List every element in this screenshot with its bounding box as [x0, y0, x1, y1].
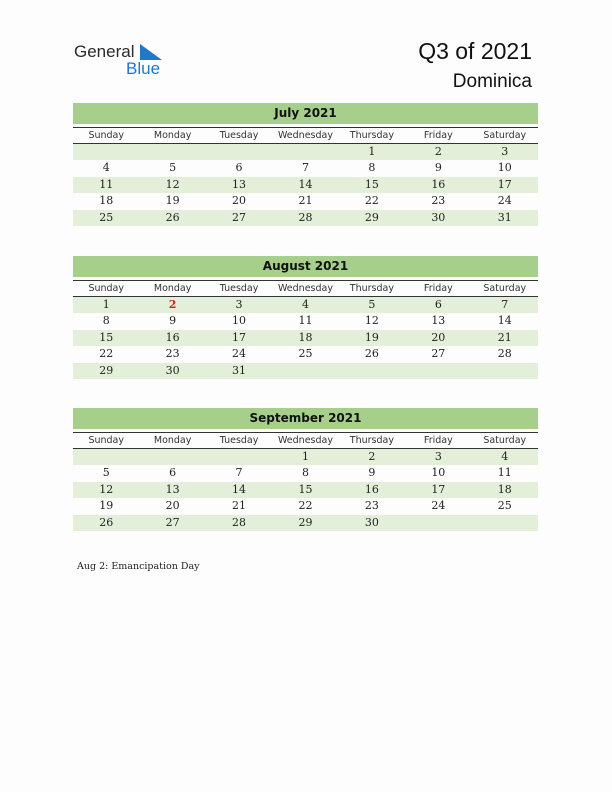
day-cell: 5	[368, 298, 376, 311]
day-cell: 23	[364, 499, 379, 513]
day-cell: 24	[497, 194, 512, 208]
week-row	[73, 449, 538, 465]
day-cell	[139, 449, 205, 465]
day-cell: 30	[364, 515, 379, 529]
day-cell: 28	[497, 347, 512, 361]
day-cell: 30	[165, 363, 180, 377]
day-cell: 21	[298, 194, 313, 208]
day-cell: 19	[165, 194, 180, 208]
day-cell: 8	[368, 161, 376, 175]
day-cell: 5	[102, 466, 110, 480]
weekday-label: Saturday	[483, 435, 527, 446]
day-cell: 28	[298, 210, 313, 224]
weekday-label: Friday	[423, 283, 453, 294]
month-header: August 2021	[73, 256, 538, 277]
day-cell: 11	[99, 177, 114, 191]
day-cell: 28	[232, 515, 247, 529]
day-cell: 29	[99, 363, 114, 377]
week-row	[73, 144, 538, 160]
day-cell: 13	[232, 177, 247, 191]
day-cell: 16	[364, 482, 379, 496]
day-cell: 15	[298, 482, 313, 496]
week-row	[73, 363, 538, 379]
day-cell: 1	[102, 298, 110, 311]
weekday-label: Monday	[153, 435, 192, 446]
weekday-label: Wednesday	[277, 283, 333, 294]
day-cell: 31	[232, 363, 247, 377]
week-row	[73, 465, 538, 481]
month-calendar-august	[73, 256, 538, 379]
day-cell: 15	[99, 330, 114, 344]
weekday-label: Saturday	[483, 283, 527, 294]
weekday-label: Sunday	[88, 283, 124, 294]
generalblue-logo	[74, 42, 184, 78]
day-cell: 15	[364, 177, 379, 191]
day-cell: 3	[434, 450, 442, 463]
day-cell: 24	[232, 347, 247, 361]
day-cell: 27	[232, 210, 247, 224]
day-cell: 14	[298, 177, 313, 191]
day-cell: 6	[434, 298, 442, 311]
week-row	[73, 498, 538, 514]
day-cell	[272, 144, 338, 160]
day-cell: 4	[501, 450, 509, 463]
day-cell: 18	[298, 330, 313, 344]
weekday-label: Monday	[153, 283, 192, 294]
day-cell	[206, 449, 272, 465]
page-title: Q3 of 2021	[418, 38, 532, 64]
day-cell: 25	[298, 347, 313, 361]
day-cell: 17	[431, 482, 446, 496]
weekday-label: Sunday	[88, 435, 124, 446]
day-cell: 20	[232, 194, 247, 208]
day-cell: 18	[99, 194, 114, 208]
month-header: September 2021	[73, 408, 538, 429]
day-cell: 20	[165, 499, 180, 513]
day-cell: 10	[232, 314, 247, 328]
day-cell: 20	[431, 330, 446, 344]
day-cell: 7	[301, 161, 309, 175]
weekday-label: Tuesday	[219, 130, 259, 141]
day-cell: 30	[431, 210, 446, 224]
weekday-header-row	[73, 280, 538, 297]
day-cell: 27	[165, 515, 180, 529]
weekday-label: Tuesday	[219, 435, 259, 446]
day-cell: 22	[99, 347, 114, 361]
day-cell	[472, 363, 538, 379]
country-name: Dominica	[452, 71, 532, 92]
week-row	[73, 515, 538, 531]
day-cell: 13	[431, 314, 446, 328]
weekday-label: Tuesday	[219, 283, 259, 294]
holiday-note: Aug 2: Emancipation Day	[77, 561, 200, 572]
day-cell	[73, 144, 139, 160]
week-row	[73, 482, 538, 498]
logo-text-blue: Blue	[126, 59, 161, 78]
day-cell: 11	[497, 466, 512, 480]
day-cell: 21	[232, 499, 247, 513]
day-cell: 26	[99, 515, 114, 529]
day-cell: 18	[497, 482, 512, 496]
weekday-label: Saturday	[483, 130, 527, 141]
week-row	[73, 193, 538, 209]
day-cell: 13	[165, 482, 180, 496]
day-cell: 14	[497, 314, 512, 328]
day-cell: 10	[431, 466, 446, 480]
day-cell: 12	[99, 482, 114, 496]
week-row	[73, 177, 538, 193]
day-cell: 16	[165, 330, 180, 344]
day-cell: 1	[368, 145, 376, 158]
weekday-label: Monday	[153, 130, 192, 141]
day-cell: 6	[235, 161, 243, 175]
week-row	[73, 210, 538, 226]
week-row	[73, 160, 538, 176]
day-cell	[405, 515, 471, 531]
day-cell: 29	[298, 515, 313, 529]
day-cell: 10	[497, 161, 512, 175]
day-cell: 3	[501, 145, 509, 158]
month-header: July 2021	[73, 103, 538, 124]
day-cell: 16	[431, 177, 446, 191]
weekday-label: Friday	[423, 130, 453, 141]
month-calendar-july	[73, 103, 538, 226]
weekday-label: Sunday	[88, 130, 124, 141]
day-cell: 22	[298, 499, 313, 513]
weekday-label: Thursday	[349, 130, 394, 141]
day-cell	[272, 363, 338, 379]
day-cell: 31	[497, 210, 512, 224]
day-cell: 2	[368, 450, 376, 463]
day-cell: 23	[165, 347, 180, 361]
day-cell: 23	[431, 194, 446, 208]
week-row	[73, 297, 538, 313]
day-cell	[405, 363, 471, 379]
day-cell	[139, 144, 205, 160]
week-row	[73, 330, 538, 346]
holiday-day-cell: 2	[168, 298, 177, 311]
day-cell: 11	[298, 314, 313, 328]
weekday-label: Wednesday	[277, 435, 333, 446]
day-cell: 12	[364, 314, 379, 328]
day-cell: 6	[169, 466, 177, 480]
day-cell: 9	[368, 466, 376, 480]
day-cell: 9	[169, 314, 177, 328]
day-cell: 29	[364, 210, 379, 224]
day-cell: 17	[497, 177, 512, 191]
day-cell: 9	[434, 161, 442, 175]
day-cell: 22	[364, 194, 379, 208]
day-cell: 25	[99, 210, 114, 224]
day-cell: 1	[301, 450, 309, 463]
day-cell: 19	[364, 330, 379, 344]
logo-text-general: General	[74, 42, 135, 61]
day-cell: 17	[232, 330, 247, 344]
month-calendar-september	[73, 408, 538, 531]
day-cell	[339, 363, 405, 379]
day-cell: 27	[431, 347, 446, 361]
day-cell: 8	[301, 466, 309, 480]
day-cell: 5	[169, 161, 177, 175]
weekday-header-row	[73, 432, 538, 449]
day-cell: 4	[102, 161, 110, 175]
week-row	[73, 346, 538, 362]
day-cell	[472, 515, 538, 531]
day-cell	[206, 144, 272, 160]
day-cell: 7	[235, 466, 243, 480]
day-cell: 3	[235, 298, 243, 311]
weekday-label: Friday	[423, 435, 453, 446]
day-cell: 19	[99, 499, 114, 513]
day-cell: 12	[165, 177, 180, 191]
day-cell: 26	[165, 210, 180, 224]
day-cell: 24	[431, 499, 446, 513]
day-cell: 25	[497, 499, 512, 513]
day-cell	[73, 449, 139, 465]
day-cell: 26	[364, 347, 379, 361]
day-cell: 7	[501, 298, 509, 311]
day-cell: 2	[434, 145, 442, 158]
day-cell: 21	[497, 330, 512, 344]
logo-flag-icon	[140, 44, 162, 60]
weekday-label: Wednesday	[277, 130, 333, 141]
day-cell: 4	[301, 298, 309, 311]
day-cell: 14	[232, 482, 247, 496]
weekday-header-row	[73, 127, 538, 144]
day-cell: 8	[102, 314, 110, 328]
week-row	[73, 313, 538, 329]
weekday-label: Thursday	[349, 283, 394, 294]
weekday-label: Thursday	[349, 435, 394, 446]
